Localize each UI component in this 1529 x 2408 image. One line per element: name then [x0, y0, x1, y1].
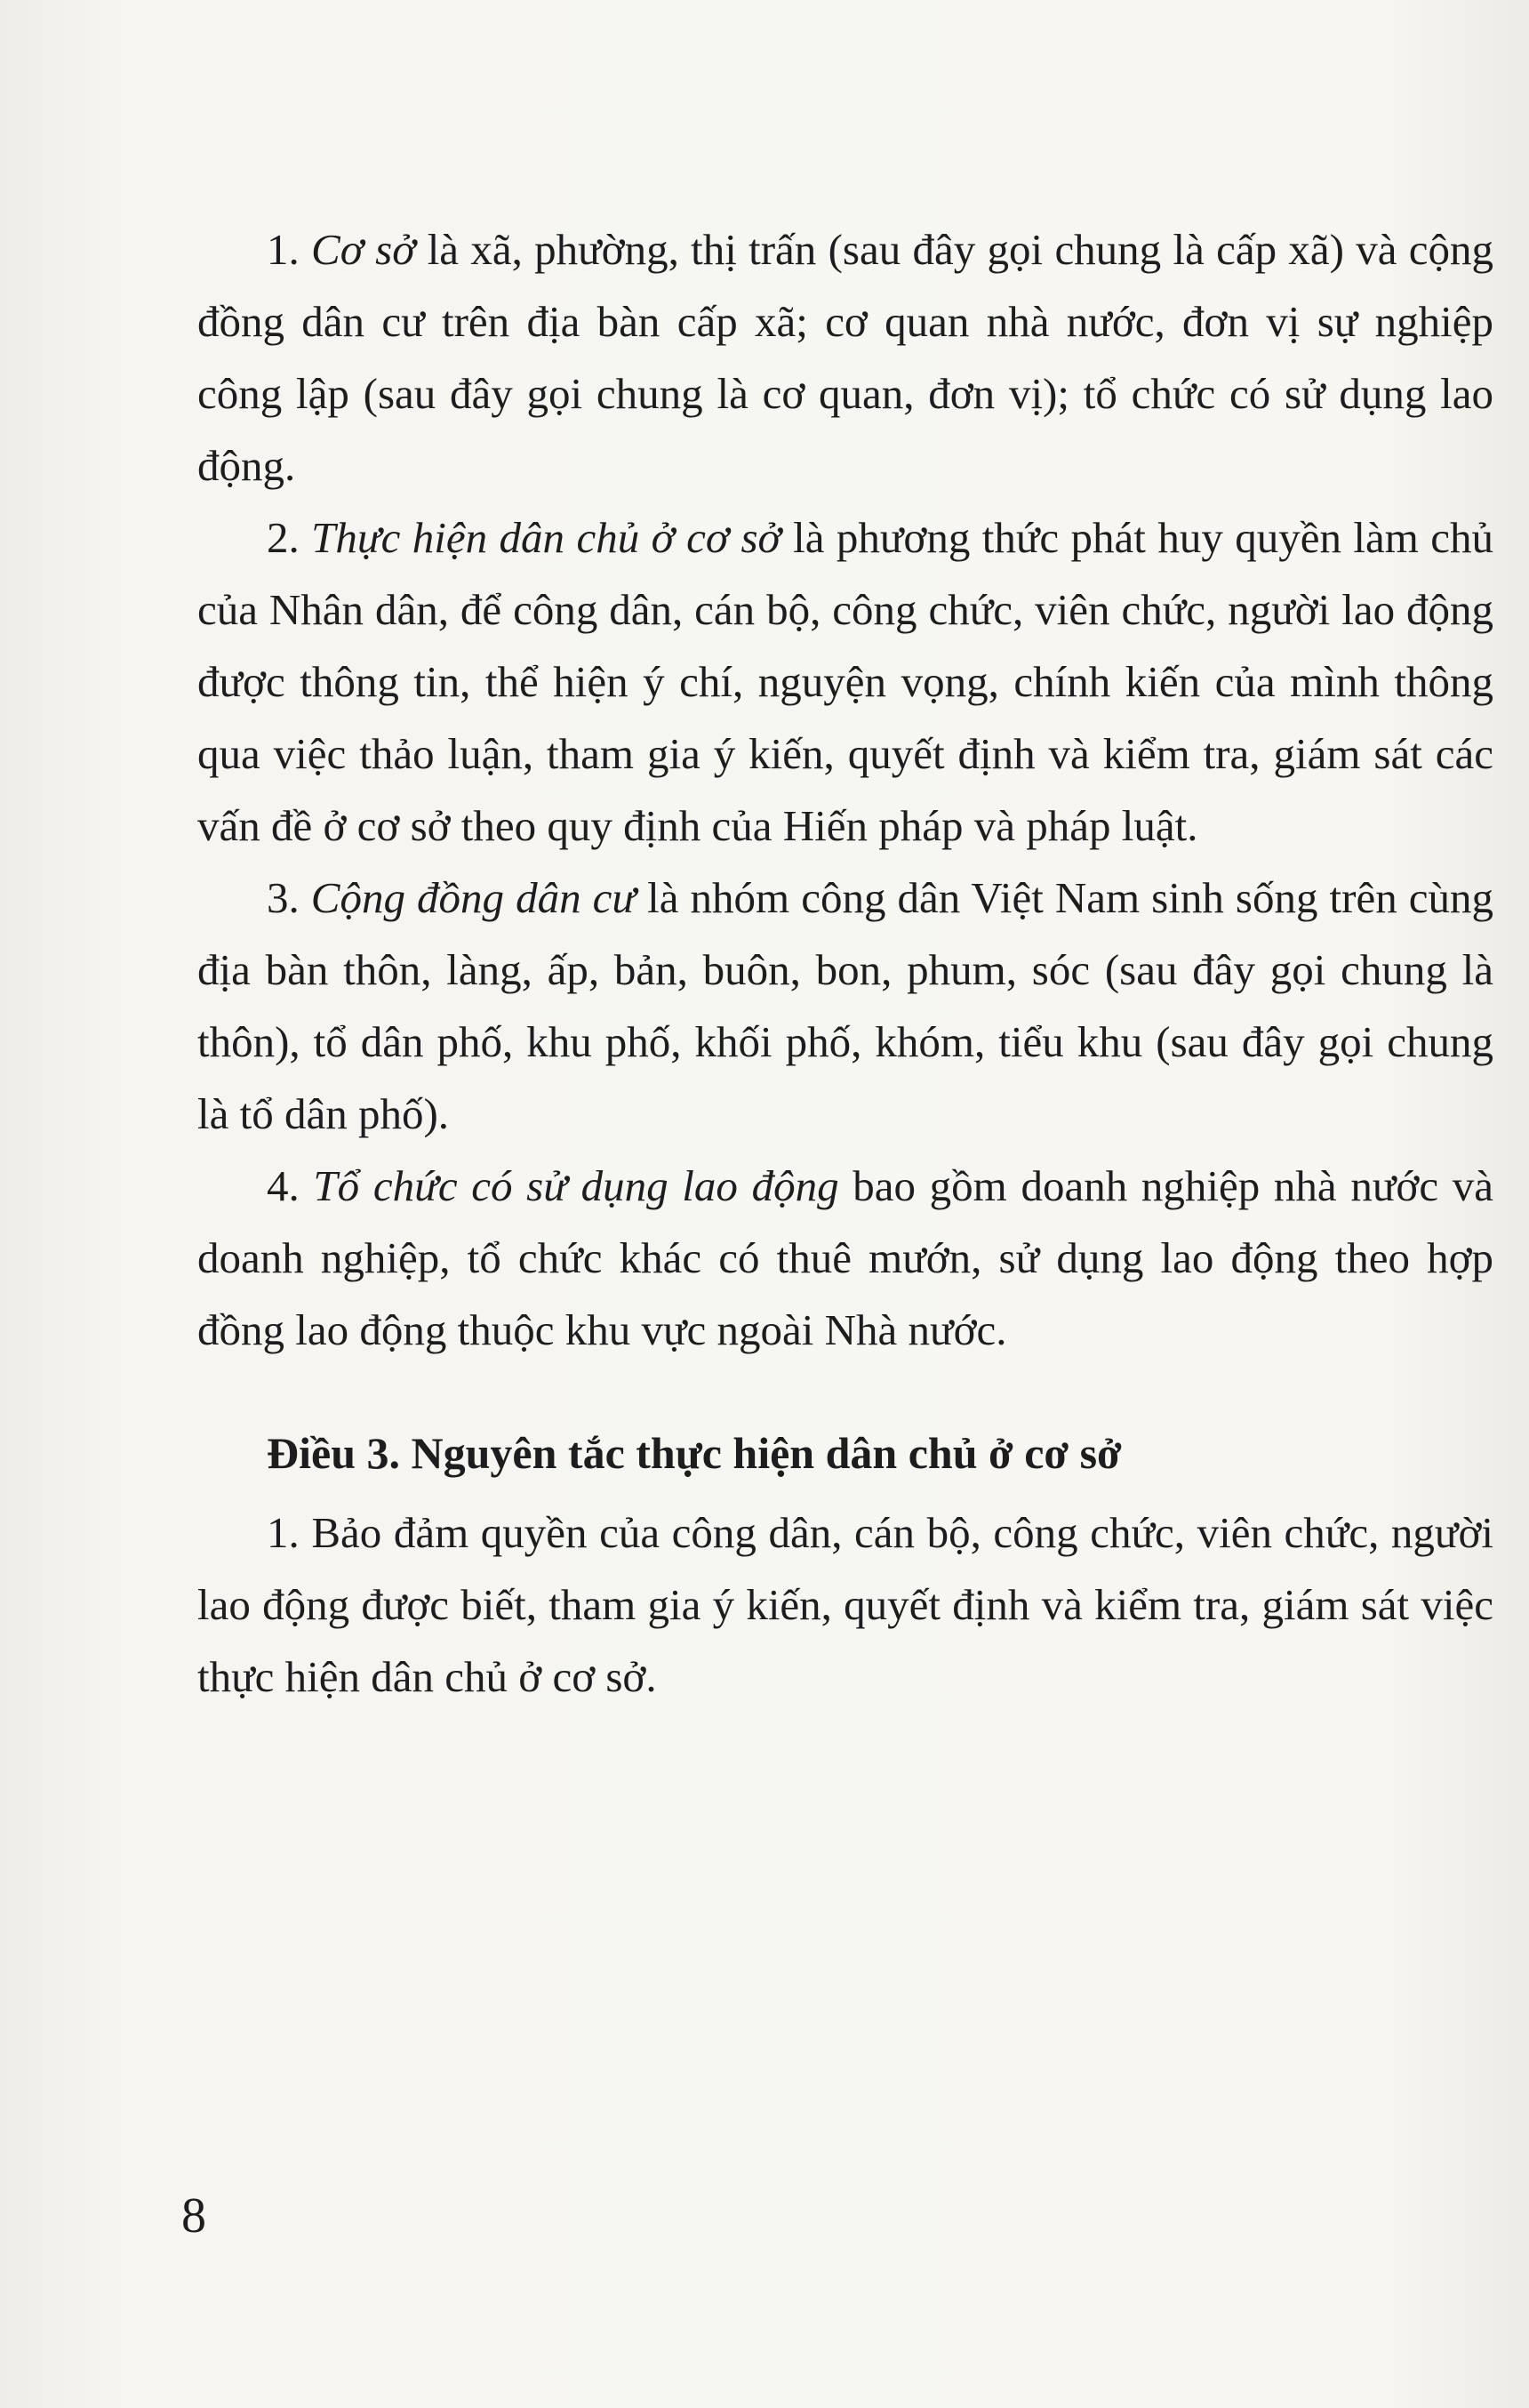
defined-term: Cộng đồng dân cư: [310, 873, 636, 922]
defined-term: Thực hiện dân chủ ở cơ sở: [311, 513, 781, 562]
paragraph-number: 2.: [267, 513, 300, 562]
article-paragraph: 1. Bảo đảm quyền của công dân, cán bộ, công chức, viên chức, người lao động được biết, tham gia ý kiến, quyết định và kiểm tra, giám sát việc thực hiện dân chủ ở cơ sở.: [197, 1508, 1493, 1701]
paragraph-text: là xã, phường, thị trấn (sau đây gọi chung là cấp xã) và cộng đồng dân cư trên địa bàn cấp xã; cơ quan nhà nước, đơn vị sự nghiệp công lập (sau đây gọi chung là cơ quan, đơn vị); tổ chức có sử dụng lao động.: [197, 225, 1494, 490]
paragraph-text: bao gồm doanh nghiệp nhà nước và doanh nghiệp, tổ chức khác có thuê mướn, sử dụng lao động theo hợp đồng lao động thuộc khu vực ngoài Nhà nước.: [197, 1161, 1493, 1354]
paragraph-text: là nhóm công dân Việt Nam sinh sống trên cùng địa bàn thôn, làng, ấp, bản, buôn, bon, phum, sóc (sau đây gọi chung là thôn), tổ dân phố, khu phố, khối phố, khóm, tiểu khu (sau đây gọi chung là tổ dân phố).: [197, 873, 1493, 1138]
defined-term: Cơ sở: [311, 225, 416, 274]
article-heading: Điều 3. Nguyên tắc thực hiện dân chủ ở cơ sở: [267, 1428, 1122, 1478]
defined-term: Tổ chức có sử dụng lao động: [313, 1161, 839, 1210]
paragraph-number: 4.: [267, 1161, 300, 1210]
page-number: 8: [181, 2188, 206, 2243]
paragraph-number: 1.: [267, 225, 300, 274]
definition-paragraph-3: [197, 862, 1493, 1150]
paragraph-number: 3.: [267, 873, 300, 922]
definition-paragraph-2: [197, 502, 1493, 862]
definition-paragraph-1: [197, 213, 1493, 502]
page-body: [197, 213, 1493, 1713]
definition-paragraph-4: [197, 1150, 1493, 1366]
paragraph-text: là phương thức phát huy quyền làm chủ của Nhân dân, để công dân, cán bộ, công chức, viên chức, người lao động được thông tin, thể hiện ý chí, nguyện vọng, chính kiến của mình thông qua việc thảo luận, tham gia ý kiến, quyết định và kiểm tra, giám sát các vấn đề ở cơ sở theo quy định của Hiến pháp và pháp luật.: [197, 513, 1494, 850]
